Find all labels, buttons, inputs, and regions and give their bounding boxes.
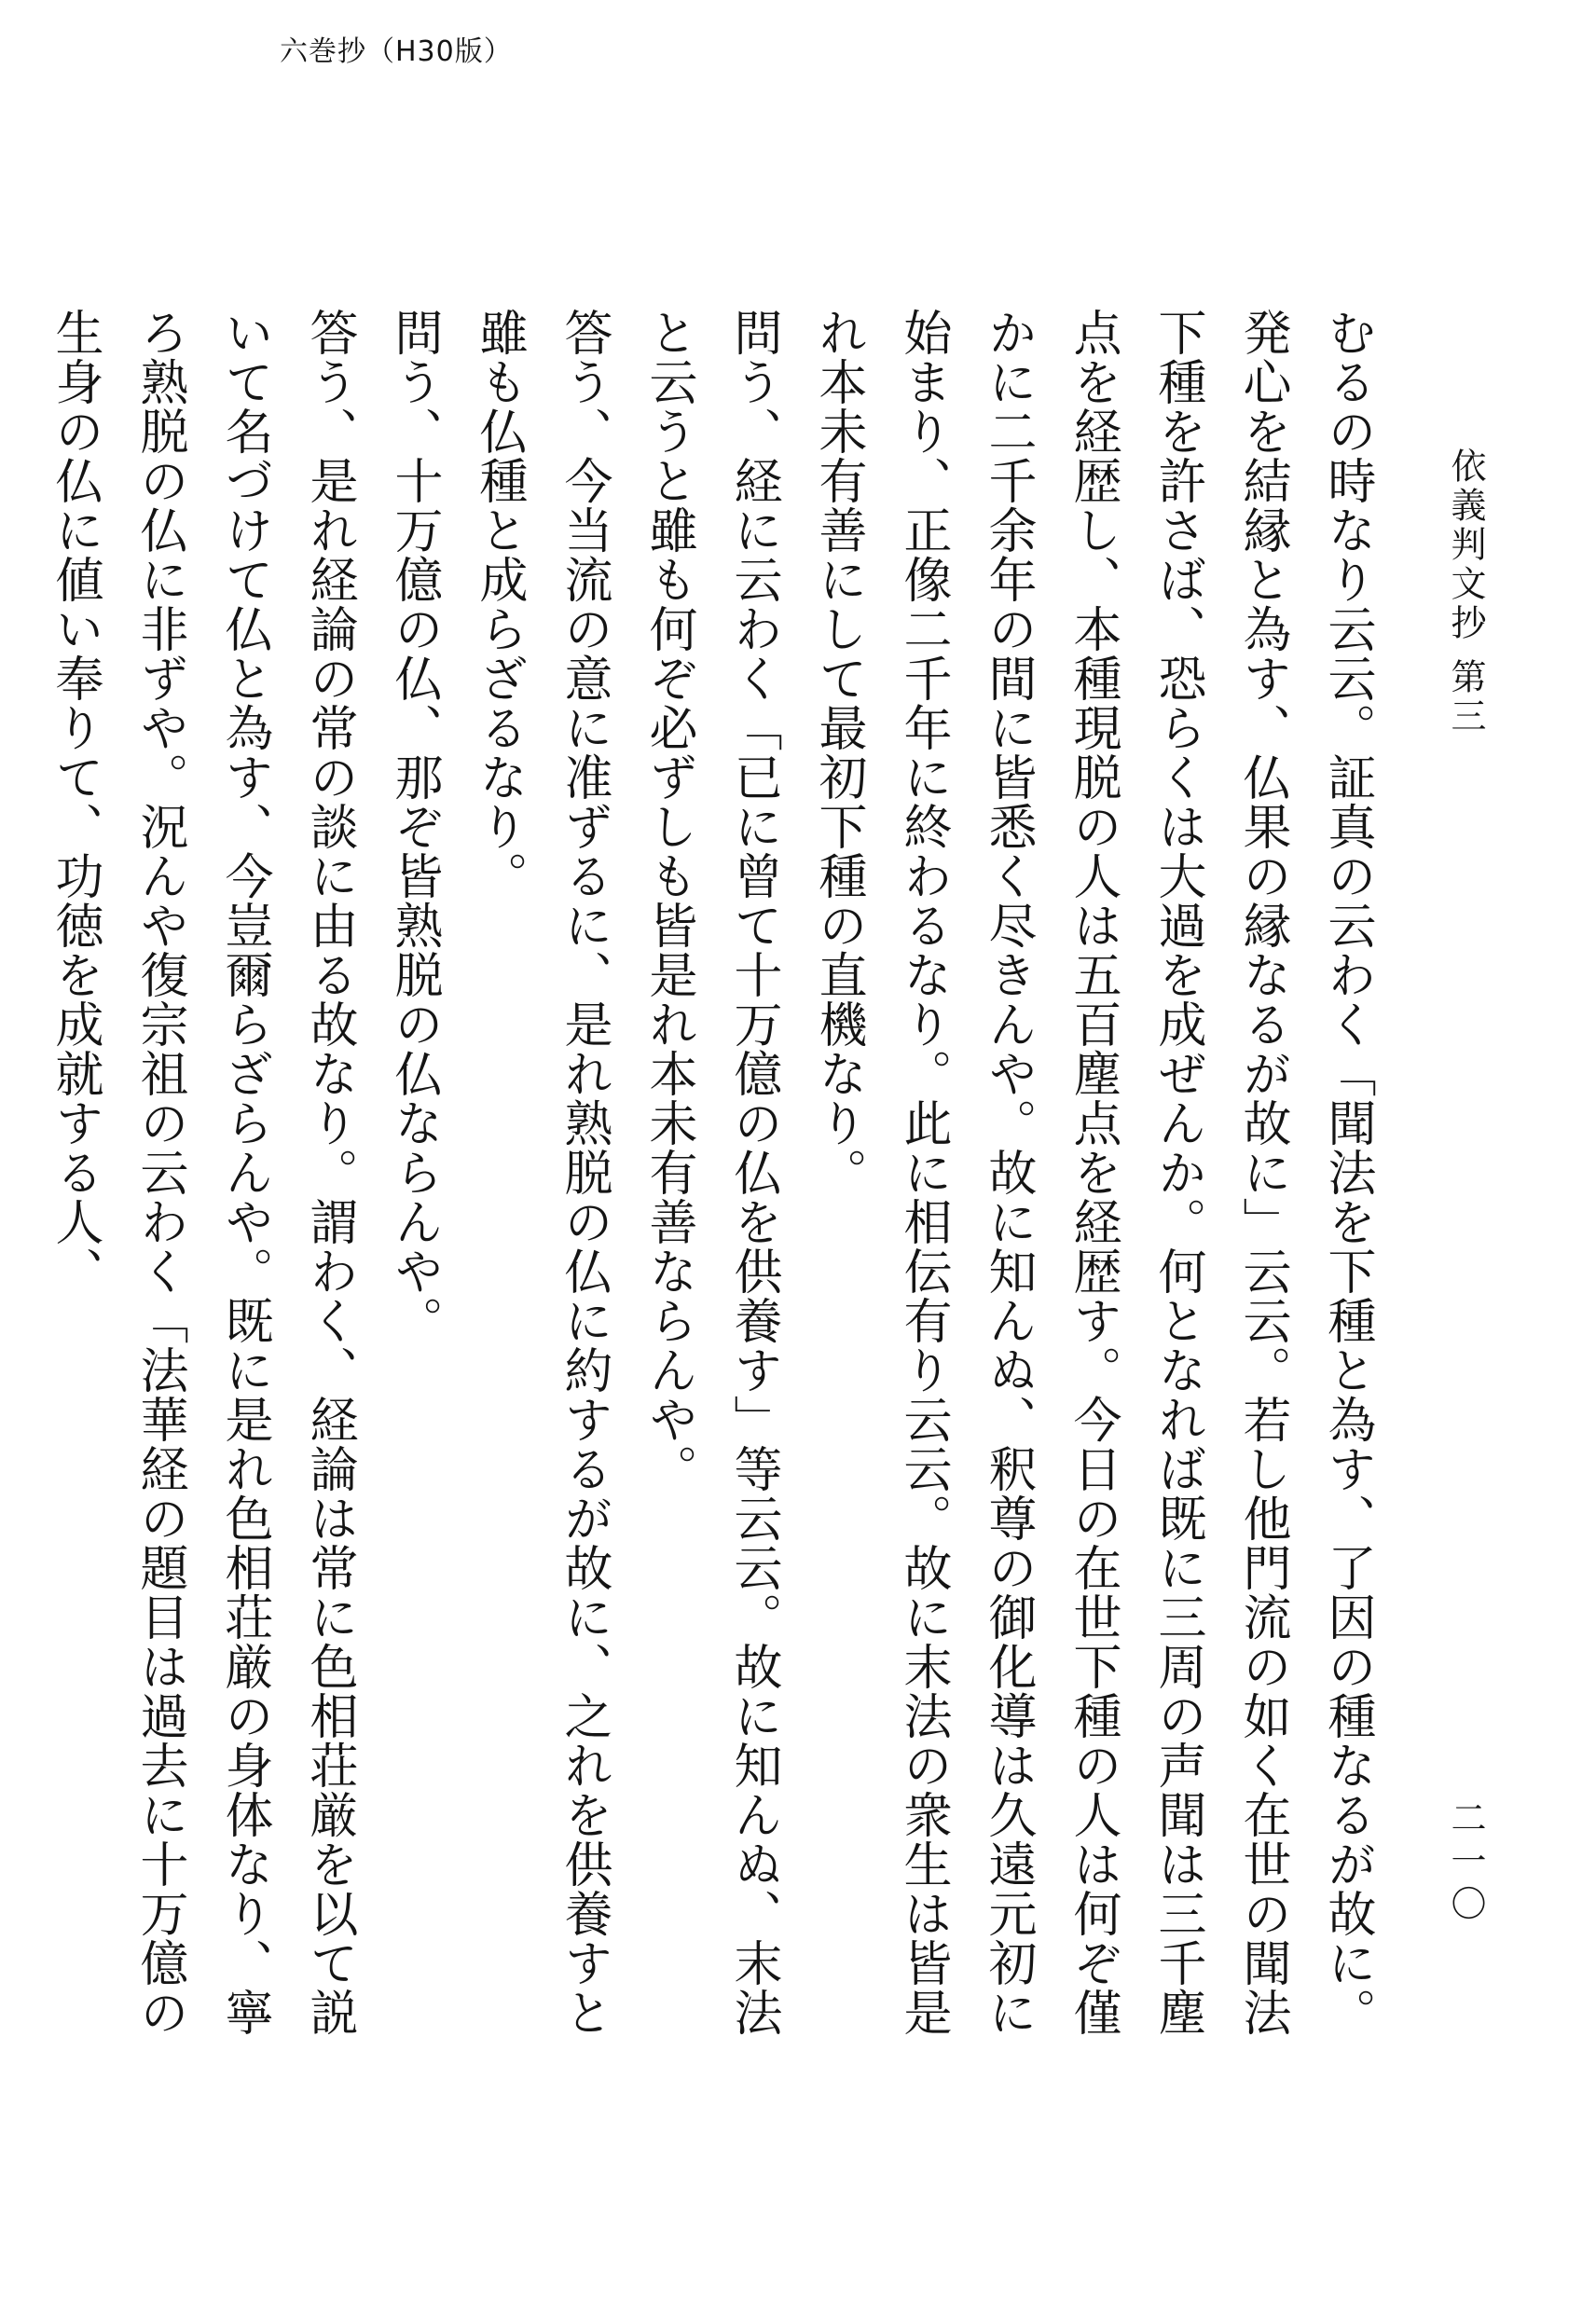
page-number: 二一〇 (1445, 1799, 1486, 1928)
body-text (47, 308, 1389, 2051)
paragraph: 問う、経に云わく「已に曾て十万億の仏を供養す」等云云。故に知んぬ、末法と云うと雖も何ぞ必ずしも皆是れ本未有善ならんや。 (640, 308, 781, 2037)
paragraph: むるの時なり云云。証真の云わく「聞法を下種と為す、了因の種なるが故に。発心を結縁と為す、仏果の縁なるが故に」云云。若し他門流の如く在世の聞法下種を許さば、恐らくは大過を成ぜんか。何となれば既に三周の声聞は三千塵点を経歴し、本種現脱の人は五百塵点を経歴す。今日の在世下種の人は何ぞ僅かに二千余年の間に皆悉く尽きんや。故に知んぬ、釈尊の御化導は久遠元初に始まり、正像二千年に終わるなり。此に相伝有り云云。故に末法の衆生は皆是れ本未有善にして最初下種の直機なり。 (810, 308, 1375, 2037)
book-title: 六巻抄（H30版） (280, 35, 513, 68)
paragraph: 問う、十万億の仏、那ぞ皆熟脱の仏ならんや。 (386, 308, 442, 1345)
paragraph: 答う、今当流の意に准ずるに、是れ熟脱の仏に約するが故に、之れを供養すと雖も仏種と成らざるなり。 (471, 308, 612, 2037)
running-head: 依義判文抄 第三 (1445, 447, 1486, 737)
paragraph: 答う、是れ経論の常の談に由る故なり。謂わく、経論は常に色相荘厳を以て説いて名づけて仏と為す、今豈爾らざらんや。既に是れ色相荘厳の身体なり、寧ろ熟脱の仏に非ずや。況んや復宗祖の云わく「法華経の題目は過去に十万億の生身の仏に値い奉りて、功徳を成就する人、 (47, 308, 357, 2037)
